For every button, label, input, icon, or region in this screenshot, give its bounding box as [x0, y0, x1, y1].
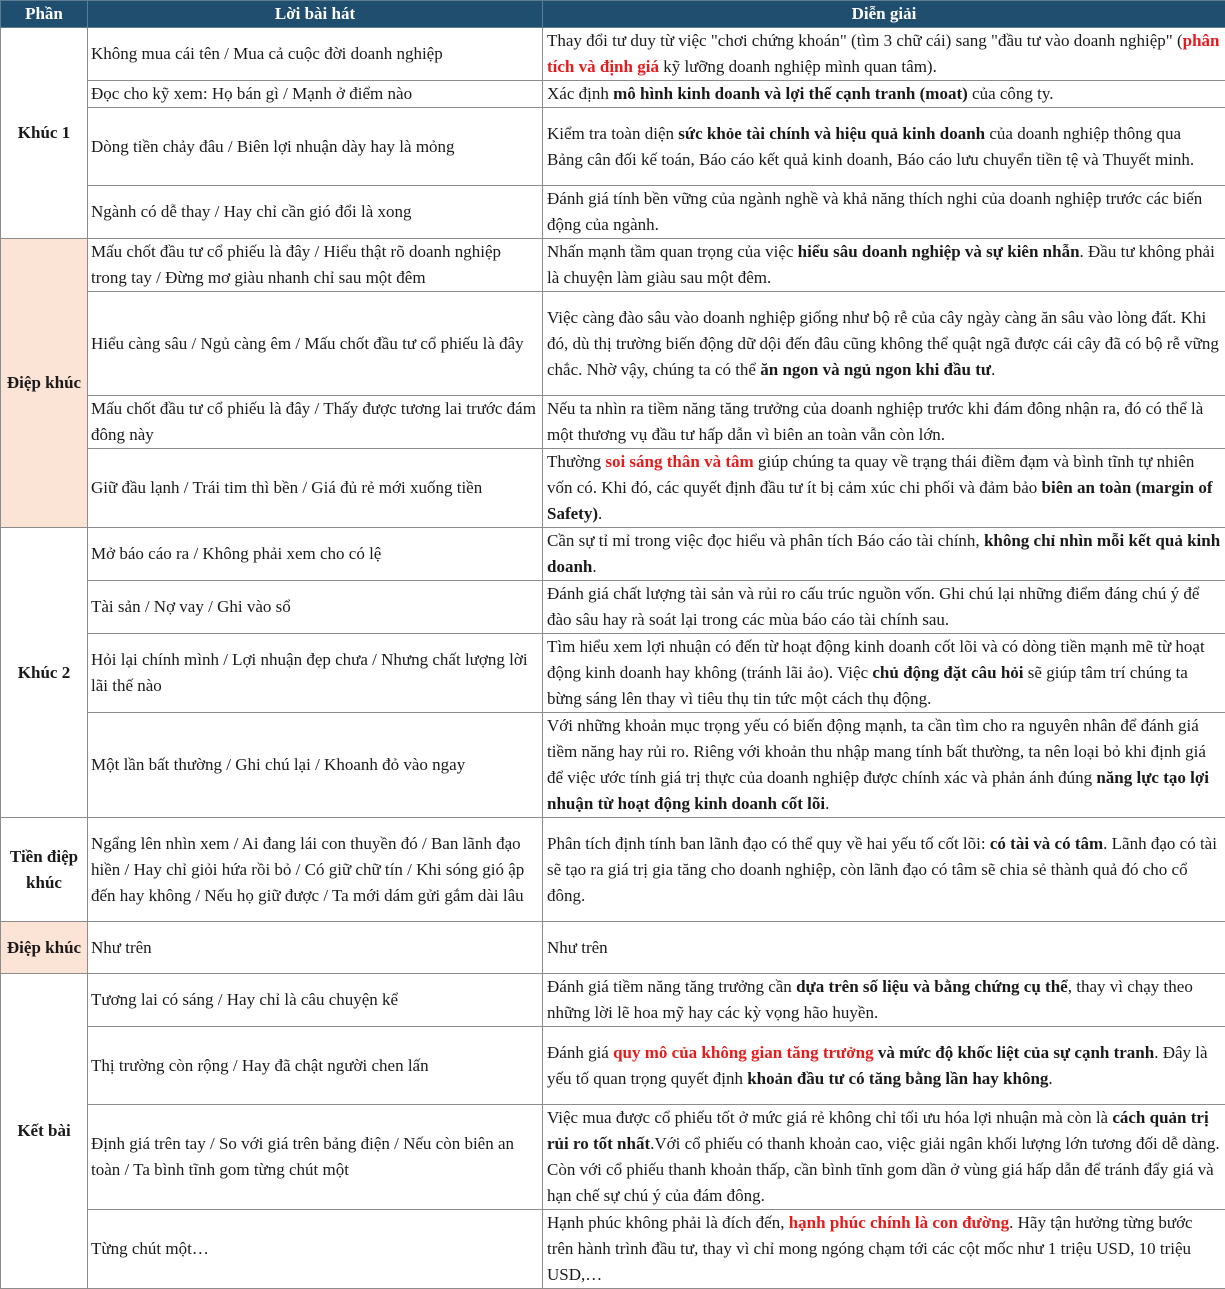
explanation-segment: Với những khoản mục trọng yếu có biến động mạnh, ta cần tìm cho ra nguyên nhân để đánh giá tiềm năng hay rủi ro. Riêng với khoản thu nhập mang tính bất thường, ta nên loại bỏ khi định giá để việc ước tính giá trị thực của doanh nghiệp được chính xác và phản ánh đúng [547, 716, 1206, 787]
lyric-cell: Mở báo cáo ra / Không phải xem cho có lệ [88, 528, 543, 581]
explanation-segment: khoản đầu tư có tăng bằng lần hay không [747, 1069, 1048, 1088]
explanation-cell [543, 28, 1225, 81]
lyric-cell: Dòng tiền chảy đâu / Biên lợi nhuận dày hay là mỏng [88, 108, 543, 186]
explanation-segment: . [1048, 1069, 1052, 1088]
table-row [1, 1210, 1225, 1289]
lyric-cell: Từng chút một… [88, 1210, 543, 1289]
explanation-cell [543, 713, 1225, 818]
table-row [1, 634, 1225, 713]
table-row [1, 528, 1225, 581]
explanation-cell [543, 449, 1225, 528]
explanation-segment: và mức độ khốc liệt của sự cạnh tranh [874, 1043, 1155, 1062]
lyric-cell: Tài sản / Nợ vay / Ghi vào sổ [88, 581, 543, 634]
explanation-segment: soi sáng thân và tâm [605, 452, 753, 471]
lyric-cell: Một lần bất thường / Ghi chú lại / Khoanh đỏ vào ngay [88, 713, 543, 818]
lyric-cell: Như trên [88, 922, 543, 974]
lyric-cell: Giữ đầu lạnh / Trái tim thì bền / Giá đủ rẻ mới xuống tiền [88, 449, 543, 528]
explanation-segment: không chỉ nhìn mỗi kết quả kinh doanh [547, 531, 1220, 576]
explanation-cell [543, 974, 1225, 1027]
explanation-segment: Xác định [547, 84, 613, 103]
explanation-segment: Cần sự tỉ mỉ trong việc đọc hiểu và phân tích Báo cáo tài chính, [547, 531, 984, 550]
lyric-cell: Ngẩng lên nhìn xem / Ai đang lái con thuyền đó / Ban lãnh đạo hiền / Hay chỉ giỏi hứa rồi bỏ / Có giữ chữ tín / Khi sóng gió ập đến hay không / Nếu họ giữ được / Ta mới dám gửi gắm dài lâu [88, 818, 543, 922]
section-label: Tiền điệp khúc [1, 818, 88, 922]
table-row [1, 449, 1225, 528]
table-row [1, 581, 1225, 634]
explanation-segment: quy mô của không gian tăng trưởng [613, 1043, 874, 1062]
section-label: Khúc 2 [1, 528, 88, 818]
table-row [1, 108, 1225, 186]
explanation-segment: . Hãy tận hưởng từng bước trên hành trình đầu tư, thay vì chỉ mong ngóng chạm tới các cột mốc như 1 triệu USD, 10 triệu USD,… [547, 1213, 1193, 1284]
lyric-cell: Không mua cái tên / Mua cả cuộc đời doanh nghiệp [88, 28, 543, 81]
explanation-segment: , thay vì chạy theo những lời lẽ hoa mỹ hay các kỳ vọng hão huyền. [547, 977, 1193, 1022]
explanation-segment: . [592, 557, 596, 576]
explanation-cell [543, 186, 1225, 239]
table-row [1, 186, 1225, 239]
explanation-cell [543, 1210, 1225, 1289]
table-row [1, 974, 1225, 1027]
explanation-segment: Đánh giá chất lượng tài sản và rủi ro cấu trúc nguồn vốn. Ghi chú lại những điểm đáng chú ý để đào sâu hay rà soát lại trong các mùa báo cáo tài chính sau. [547, 584, 1199, 629]
explanation-segment: Tìm hiểu xem lợi nhuận có đến từ hoạt động kinh doanh cốt lõi và có dòng tiền mạnh mẽ từ hoạt động kinh doanh hay không (tránh lãi ảo). Việc [547, 637, 1205, 682]
explanation-cell [543, 81, 1225, 108]
lyric-cell: Mấu chốt đầu tư cổ phiếu là đây / Thấy được tương lai trước đám đông này [88, 396, 543, 449]
table-row [1, 713, 1225, 818]
explanation-segment: phân tích và định giá [547, 31, 1220, 76]
explanation-segment: biên an toàn (margin of Safety) [547, 478, 1213, 523]
explanation-segment: của doanh nghiệp thông qua Bảng cân đối kế toán, Báo cáo kết quả kinh doanh, Báo cáo lưu chuyển tiền tệ và Thuyết minh. [547, 124, 1194, 169]
explanation-segment: hiểu sâu doanh nghiệp và sự kiên nhẫn [798, 242, 1080, 261]
lyric-cell: Thị trường còn rộng / Hay đã chật người chen lấn [88, 1027, 543, 1105]
table-row [1, 1027, 1225, 1105]
lyric-cell: Tương lai có sáng / Hay chỉ là câu chuyện kể [88, 974, 543, 1027]
explanation-cell [543, 239, 1225, 292]
explanation-cell [543, 818, 1225, 922]
explanation-segment: . [825, 794, 829, 813]
explanation-segment: Như trên [547, 938, 608, 957]
lyric-cell: Định giá trên tay / So với giá trên bảng điện / Nếu còn biên an toàn / Ta bình tĩnh gom từng chút một [88, 1105, 543, 1210]
explanation-segment: Thường [547, 452, 605, 471]
explanation-segment: mô hình kinh doanh và lợi thế cạnh tranh (moat) [613, 84, 968, 103]
explanation-segment: Thay đổi tư duy từ việc "chơi chứng khoán" (tìm 3 chữ cái) sang "đầu tư vào doanh nghiệp" ( [547, 31, 1183, 50]
section-label: Khúc 1 [1, 28, 88, 239]
explanation-segment: Hạnh phúc không phải là đích đến, [547, 1213, 789, 1232]
explanation-segment: Việc càng đào sâu vào doanh nghiệp giống như bộ rễ của cây ngày càng ăn sâu vào lòng đất. Khi đó, dù thị trường biến động dữ dội đến đâu cũng không thể quật ngã được cái cây đã có bộ rễ vững chắc. Nhờ vậy, chúng ta có thể [547, 308, 1219, 379]
explanation-segment: dựa trên số liệu và bằng chứng cụ thể [796, 977, 1068, 996]
table-row [1, 292, 1225, 396]
explanation-segment: chủ động đặt câu hỏi [872, 663, 1023, 682]
header-row [1, 1, 1225, 28]
section-label: Điệp khúc [1, 922, 88, 974]
explanation-segment: Phân tích định tính ban lãnh đạo có thể quy về hai yếu tố cốt lõi: [547, 834, 990, 853]
explanation-segment: . Đây là yếu tố quan trọng quyết định [547, 1043, 1208, 1088]
explanation-segment: ăn ngon và ngủ ngon khi đầu tư [760, 360, 991, 379]
explanation-segment: cách quản trị rủi ro tốt nhất [547, 1108, 1209, 1153]
explanation-segment: . Lãnh đạo có tài sẽ tạo ra giá trị gia tăng cho doanh nghiệp, còn lãnh đạo có tâm sẽ chia sẻ thành quả đó cho cổ đông. [547, 834, 1217, 905]
lyric-cell: Ngành có dễ thay / Hay chỉ cần gió đổi là xong [88, 186, 543, 239]
explanation-segment: sức khỏe tài chính và hiệu quả kinh doanh [678, 124, 985, 143]
header-section: Phần [1, 1, 88, 28]
header-lyrics: Lời bài hát [88, 1, 543, 28]
table-row [1, 818, 1225, 922]
explanation-segment: Nhấn mạnh tầm quan trọng của việc [547, 242, 798, 261]
explanation-segment: Việc mua được cổ phiếu tốt ở mức giá rẻ không chỉ tối ưu hóa lợi nhuận mà còn là [547, 1108, 1112, 1127]
explanation-segment: Đánh giá [547, 1043, 613, 1062]
explanation-segment: của công ty. [968, 84, 1054, 103]
explanation-cell [543, 922, 1225, 974]
explanation-segment: giúp chúng ta quay về trạng thái điềm đạm và bình tĩnh tự nhiên vốn có. Khi đó, các quyết định đầu tư ít bị cảm xúc chi phối và đảm bảo [547, 452, 1194, 497]
explanation-segment: Nếu ta nhìn ra tiềm năng tăng trưởng của doanh nghiệp trước khi đám đông nhận ra, đó có thể là một thương vụ đầu tư hấp dẫn vì biên an toàn vẫn còn lớn. [547, 399, 1203, 444]
explanation-segment: kỹ lưỡng doanh nghiệp mình quan tâm). [659, 57, 937, 76]
explanation-segment: Đánh giá tiềm năng tăng trưởng cần [547, 977, 796, 996]
section-label: Điệp khúc [1, 239, 88, 528]
table-row [1, 28, 1225, 81]
table-row [1, 1105, 1225, 1210]
explanation-segment: năng lực tạo lợi nhuận từ hoạt động kinh doanh cốt lõi [547, 768, 1209, 813]
explanation-cell [543, 1105, 1225, 1210]
explanation-segment: sẽ giúp tâm trí chúng ta bừng sáng lên thay vì tiêu thụ tin tức một cách thụ động. [547, 663, 1188, 708]
explanation-cell [543, 634, 1225, 713]
explanation-segment: . [991, 360, 995, 379]
lyric-cell: Hỏi lại chính mình / Lợi nhuận đẹp chưa / Nhưng chất lượng lời lãi thế nào [88, 634, 543, 713]
section-label: Kết bài [1, 974, 88, 1289]
explanation-cell [543, 292, 1225, 396]
lyric-cell: Mấu chốt đầu tư cổ phiếu là đây / Hiểu thật rõ doanh nghiệp trong tay / Đừng mơ giàu nhanh chỉ sau một đêm [88, 239, 543, 292]
table-row [1, 922, 1225, 974]
table-row [1, 81, 1225, 108]
explanation-cell [543, 581, 1225, 634]
explanation-segment: hạnh phúc chính là con đường [789, 1213, 1009, 1232]
explanation-segment: . Đầu tư không phải là chuyện làm giàu sau một đêm. [547, 242, 1215, 287]
explanation-segment: Đánh giá tính bền vững của ngành nghề và khả năng thích nghi của doanh nghiệp trước các biến động của ngành. [547, 189, 1202, 234]
table-row [1, 396, 1225, 449]
explanation-segment: Kiểm tra toàn diện [547, 124, 678, 143]
explanation-segment: có tài và có tâm [990, 834, 1103, 853]
lyric-cell: Đọc cho kỹ xem: Họ bán gì / Mạnh ở điểm nào [88, 81, 543, 108]
explanation-cell [543, 396, 1225, 449]
explanation-segment: .Với cổ phiếu có thanh khoản cao, việc giải ngân khối lượng lớn tương đối dễ dàng. Còn với cổ phiếu thanh khoản thấp, cần bình tĩnh gom dần ở vùng giá hấp dẫn để tránh đẩy giá và hạn chế sự chú ý của đám đông. [547, 1134, 1220, 1205]
header-explanation: Diễn giải [543, 1, 1225, 28]
lyric-cell: Hiểu càng sâu / Ngủ càng êm / Mấu chốt đầu tư cổ phiếu là đây [88, 292, 543, 396]
explanation-segment: . [598, 504, 602, 523]
explanation-cell [543, 528, 1225, 581]
table-row [1, 239, 1225, 292]
explanation-cell [543, 1027, 1225, 1105]
explanation-cell [543, 108, 1225, 186]
